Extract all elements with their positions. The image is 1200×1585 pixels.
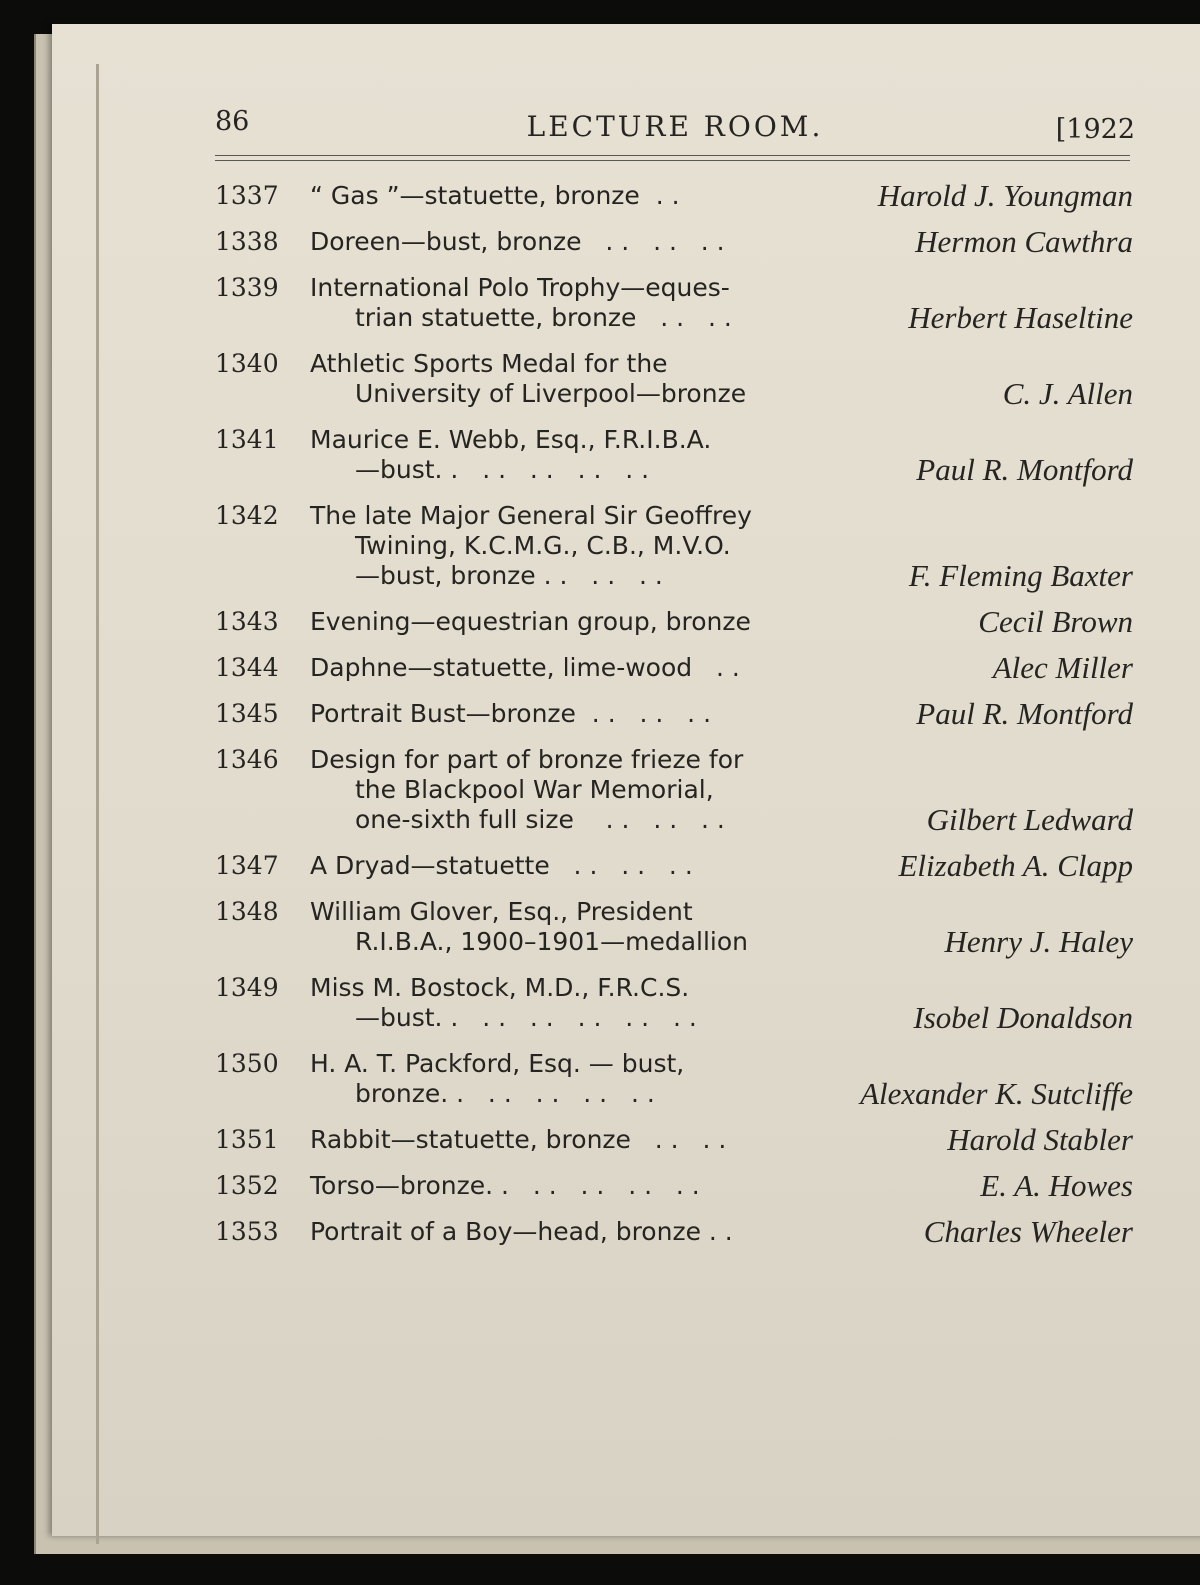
entry-title-line (310, 178, 1133, 213)
entry-continuation-line (310, 802, 1135, 837)
artist-name: Charles Wheeler (923, 1214, 1133, 1249)
entry-number: 1353 (215, 1217, 279, 1246)
entry-text: Portrait of a Boy—head, bronze . . (310, 1217, 733, 1246)
entry-text: Rabbit—statuette, bronze . . . . (310, 1125, 727, 1154)
header-rule (215, 155, 1130, 161)
entry-text: H. A. T. Packford, Esq. — bust, (310, 1049, 685, 1078)
catalogue-entries (215, 178, 1135, 1249)
entry-number: 1346 (215, 745, 279, 774)
entry-number: 1344 (215, 653, 279, 682)
catalogue-entry (215, 745, 1135, 835)
artist-name: Hermon Cawthra (915, 224, 1133, 259)
catalogue-entry (215, 1122, 1135, 1157)
entry-number: 1343 (215, 607, 279, 636)
entry-number: 1352 (215, 1171, 279, 1200)
catalogue-entry (215, 650, 1135, 685)
entry-text: one-sixth full size . . . . . . (355, 805, 725, 834)
entry-title-line (310, 1049, 850, 1079)
catalogue-entry (215, 1214, 1135, 1249)
catalogue-entry (215, 848, 1135, 883)
page-gutter-line (96, 64, 99, 1544)
entry-title-line (310, 1214, 1133, 1249)
artist-name: F. Fleming Baxter (908, 558, 1133, 593)
page-number: 86 (215, 106, 250, 137)
artist-name: Alexander K. Sutcliffe (860, 1076, 1133, 1111)
artist-name: Henry J. Haley (944, 924, 1133, 959)
entry-title-line (310, 349, 850, 379)
entry-continuation-line (310, 775, 1135, 805)
entry-text: International Polo Trophy—eques- (310, 273, 730, 302)
entry-text: Miss M. Bostock, M.D., F.R.C.S. (310, 973, 690, 1002)
catalogue-entry (215, 224, 1135, 259)
entry-title-line (310, 1122, 1133, 1157)
entry-number: 1351 (215, 1125, 279, 1154)
artist-name: E. A. Howes (980, 1168, 1133, 1203)
entry-text: Athletic Sports Medal for the (310, 349, 668, 378)
entry-text: A Dryad—statuette . . . . . . (310, 851, 693, 880)
entry-text: Daphne—statuette, lime-wood . . (310, 653, 740, 682)
catalogue-entry (215, 897, 1135, 957)
entry-number: 1349 (215, 973, 279, 1002)
entry-text: Maurice E. Webb, Esq., F.R.I.B.A. (310, 425, 712, 454)
entry-text: the Blackpool War Memorial, (355, 775, 714, 804)
catalogue-entry (215, 1049, 1135, 1109)
entry-title-line (310, 897, 850, 927)
entry-number: 1347 (215, 851, 279, 880)
entry-text: —bust. . . . . . . . . . . . (355, 1003, 697, 1032)
entry-continuation-line (310, 531, 1135, 561)
catalogue-entry (215, 349, 1135, 409)
entry-text: University of Liverpool—bronze (355, 379, 747, 408)
entry-title-line (310, 604, 1133, 639)
entry-text: William Glover, Esq., President (310, 897, 693, 926)
entry-title-line (310, 501, 850, 531)
entry-text: trian statuette, bronze . . . . (355, 303, 732, 332)
entry-title-line (310, 650, 1133, 685)
artist-name: Harold Stabler (947, 1122, 1133, 1157)
artist-name: Harold J. Youngman (877, 178, 1133, 213)
artist-name: Alec Miller (992, 650, 1133, 685)
catalogue-entry (215, 178, 1135, 213)
entry-number: 1339 (215, 273, 279, 302)
artist-name: Gilbert Ledward (926, 802, 1133, 837)
catalogue-entry (215, 1168, 1135, 1203)
entry-title-line (310, 1168, 1133, 1203)
entry-number: 1348 (215, 897, 279, 926)
entry-continuation-line (310, 1076, 1135, 1111)
entry-number: 1342 (215, 501, 279, 530)
entry-title-line (310, 696, 1133, 731)
catalogue-entry (215, 425, 1135, 485)
entry-title-line (310, 973, 850, 1003)
artist-name: Elizabeth A. Clapp (898, 848, 1133, 883)
entry-text: —bust, bronze . . . . . . (355, 561, 663, 590)
entry-number: 1341 (215, 425, 279, 454)
entry-continuation-line (310, 300, 1135, 335)
artist-name: C. J. Allen (1002, 376, 1133, 411)
entry-number: 1337 (215, 181, 279, 210)
entry-title-line (310, 745, 850, 775)
entry-continuation-line (310, 558, 1135, 593)
artist-name: Herbert Haseltine (908, 300, 1133, 335)
entry-text: —bust. . . . . . . . . . (355, 455, 650, 484)
year-marker: [1922 (1055, 114, 1135, 145)
entry-number: 1338 (215, 227, 279, 256)
catalogue-entry (215, 604, 1135, 639)
running-head (215, 100, 1135, 152)
entry-continuation-line (310, 924, 1135, 959)
catalogue-entry (215, 273, 1135, 333)
entry-title-line (310, 848, 1133, 883)
entry-text: Twining, K.C.M.G., C.B., M.V.O. (355, 531, 731, 560)
catalogue-entry (215, 501, 1135, 591)
artist-name: Paul R. Montford (916, 452, 1133, 487)
page-content (215, 100, 1135, 1263)
entry-number: 1345 (215, 699, 279, 728)
entry-number: 1350 (215, 1049, 279, 1078)
entry-text: bronze. . . . . . . . . . (355, 1079, 655, 1108)
entry-title-line (310, 273, 850, 303)
entry-continuation-line (310, 376, 1135, 411)
entry-text: Doreen—bust, bronze . . . . . . (310, 227, 725, 256)
entry-text: R.I.B.A., 1900–1901—medallion (355, 927, 748, 956)
entry-text: The late Major General Sir Geoffrey (310, 501, 752, 530)
artist-name: Isobel Donaldson (913, 1000, 1133, 1035)
entry-text: Evening—equestrian group, bronze (310, 607, 751, 636)
entry-text: Torso—bronze. . . . . . . . . . (310, 1171, 700, 1200)
running-title: LECTURE ROOM. (526, 110, 824, 143)
catalogue-entry (215, 973, 1135, 1033)
entry-title-line (310, 224, 1133, 259)
entry-text: Design for part of bronze frieze for (310, 745, 744, 774)
artist-name: Paul R. Montford (916, 696, 1133, 731)
entry-title-line (310, 425, 850, 455)
catalogue-entry (215, 696, 1135, 731)
entry-text: “ Gas ”—statuette, bronze . . (310, 181, 680, 210)
artist-name: Cecil Brown (978, 604, 1133, 639)
entry-text: Portrait Bust—bronze . . . . . . (310, 699, 712, 728)
entry-continuation-line (310, 452, 1135, 487)
entry-number: 1340 (215, 349, 279, 378)
entry-continuation-line (310, 1000, 1135, 1035)
